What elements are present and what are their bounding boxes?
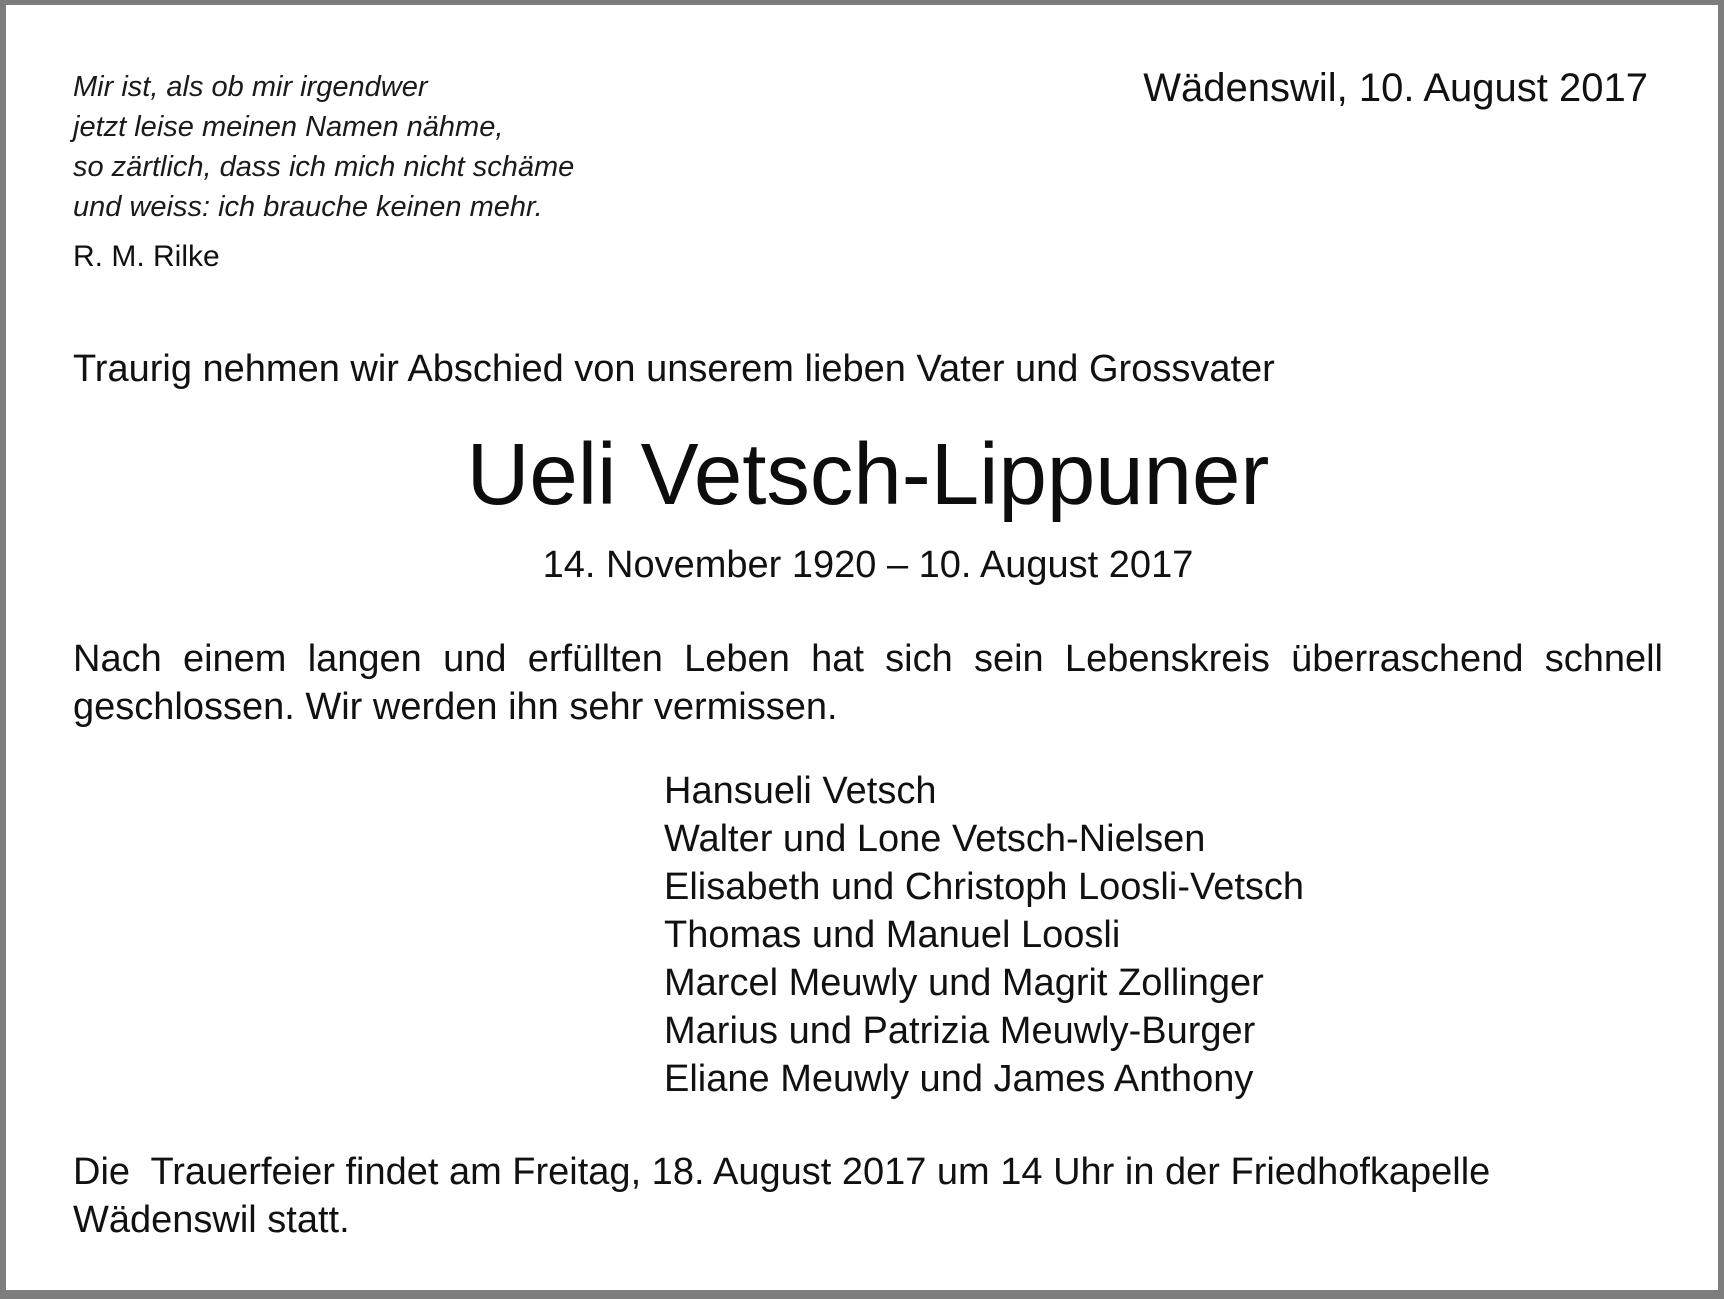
- family-member: Walter und Lone Vetsch-Nielsen: [664, 818, 1206, 860]
- condolence-message: Nach einem langen und erfüllten Leben hat sich sein Lebenskreis überraschend schnell geschlossen. Wir werden ihn sehr vermissen.: [73, 638, 1663, 728]
- poem-line: und weiss: ich brauche keinen mehr.: [73, 191, 543, 223]
- poem-author: R. M. Rilke: [73, 240, 220, 273]
- life-dates: 14. November 1920 – 10. August 2017: [542, 544, 1194, 586]
- family-member: Thomas und Manuel Loosli: [664, 914, 1121, 956]
- family-member: Marcel Meuwly und Magrit Zollinger: [664, 962, 1264, 1004]
- family-member: Hansueli Vetsch: [664, 770, 937, 812]
- poem-quote: [73, 67, 574, 227]
- family-list: [664, 767, 1304, 1103]
- poem-line: so zärtlich, dass ich mich nicht schäme: [73, 151, 575, 183]
- deceased-name: Ueli Vetsch-Lippuner: [466, 426, 1270, 523]
- poem-line: jetzt leise meinen Namen nähme,: [73, 111, 504, 143]
- family-member: Marius und Patrizia Meuwly-Burger: [664, 1010, 1256, 1052]
- intro-text: Traurig nehmen wir Abschied von unserem lieben Vater und Grossvater: [73, 348, 1275, 390]
- poem-line: Mir ist, als ob mir irgendwer: [73, 71, 428, 103]
- family-member: Eliane Meuwly und James Anthony: [664, 1058, 1254, 1100]
- funeral-notice: Die Trauerfeier findet am Freitag, 18. August 2017 um 14 Uhr in der Friedhofkapelle Wädenswil statt.: [73, 1151, 1501, 1241]
- family-member: Elisabeth und Christoph Loosli-Vetsch: [664, 866, 1305, 908]
- place-and-date: Wädenswil, 10. August 2017: [1143, 66, 1648, 110]
